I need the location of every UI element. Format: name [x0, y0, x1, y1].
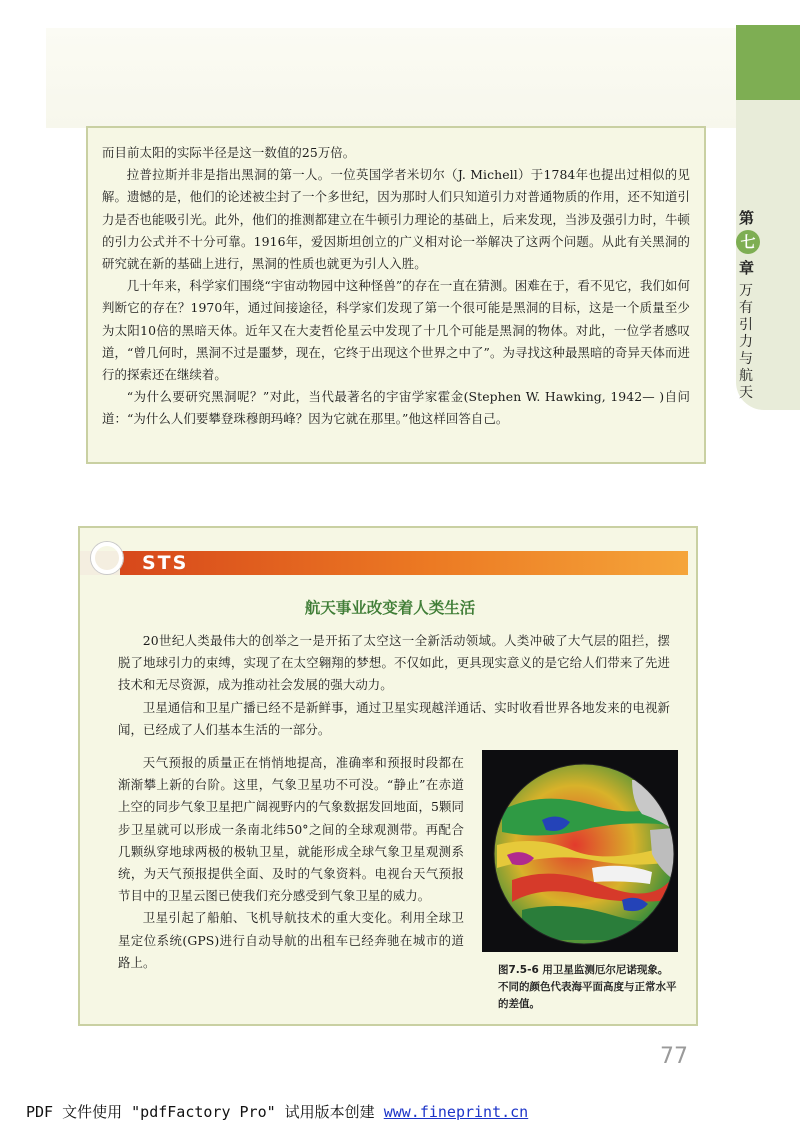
- sts-section-title: 航天事业改变着人类生活: [304, 599, 476, 617]
- figure-caption: 图7.5-6 用卫星监测厄尔尼诺现象。不同的颜色代表海平面高度与正常水平的差值。: [498, 964, 677, 1010]
- box1-paragraph-2: 拉普拉斯并非是指出黑洞的第一人。一位英国学者米切尔（J. Michell）于1784年也提出过相似的见解。遗憾的是，他们的论述被尘封了一个多世纪，因为那时人们只知道引力对普通物质的作用，还不知道引力是否也能吸引光。此外，他们的推测都建立在牛顿引力理论的基础上，后来发现，当涉及强引力时，牛顿的引力公式并不十分可靠。1916年，爱因斯坦创立的广义相对论一举解决了这两个问题。从此有关黑洞的研究就在新的基础上进行，黑洞的性质也就更为引人入胜。: [102, 167, 690, 272]
- el-nino-satellite-image: [482, 750, 678, 952]
- box1-paragraph-4: “为什么要研究黑洞呢？”对此，当代最著名的宇宙学家霍金(Stephen W. Hawking, 1942— )自问道：“为什么人们要攀登珠穆朗玛峰？因为它就在那里。”他这样回答自己。: [102, 389, 690, 427]
- sts-box: [78, 526, 698, 1026]
- sts-paragraph-2: 卫星通信和卫星广播已经不是新鲜事，通过卫星实现越洋通话、实时收看世界各地发来的电视新闻，已经成了人们基本生活的一部分。: [118, 699, 670, 737]
- sts-header-bar: [120, 551, 688, 575]
- pdf-footer: [26, 1101, 528, 1122]
- footer-text: PDF 文件使用 "pdfFactory Pro" 试用版本创建: [26, 1103, 384, 1121]
- chapter-label-top: 第: [739, 209, 755, 227]
- sts-paragraph-3: 天气预报的质量正在悄悄地提高，准确率和预报时段都在渐渐攀上新的台阶。这里，气象卫星功不可没。“静止”在赤道上空的同步气象卫星把广阔视野内的气象数据发回地面，5颗同步卫星就可以形成一条南北纬50°之间的全球观测带。再配合几颗纵穿地球两极的极轨卫星，就能形成全球气象卫星观测系统，为天气预报提供全面、及时的气象资料。电视台天气预报节目中的卫星云图已使我们充分感受到气象卫星的威力。: [118, 755, 464, 904]
- sts-narrow-text: [118, 752, 464, 974]
- box1-paragraph-3: 几十年来，科学家们围绕“宇宙动物园中这种怪兽”的存在一直在猜测。困难在于，看不见它，我们如何判断它的存在？1970年，通过间接途径，科学家们发现了第一个很可能是黑洞的目标，这是一个质量至少为太阳10倍的黑暗天体。近年又在大麦哲伦星云中发现了十几个可能是黑洞的物体。对此，一位学者感叹道，“曾几何时，黑洞不过是噩梦，现在，它终于出现这个世界之中了”。为寻找这种最黑暗的奇异天体而进行的探索还在继续着。: [102, 278, 690, 383]
- globe-illustration: [482, 750, 678, 952]
- sts-paragraph-1: 20世纪人类最伟大的创举之一是开拓了太空这一全新活动领域。人类冲破了大气层的阻拦，摆脱了地球引力的束缚，实现了在太空翱翔的梦想。不仅如此，更具现实意义的是它给人们带来了先进技术和无尽资源，成为推动社会发展的强大动力。: [118, 633, 670, 693]
- chapter-title: 万有引力与航天: [739, 283, 753, 401]
- chapter-label-bottom: 章: [739, 259, 755, 277]
- sts-paragraph-4: 卫星引起了船舶、飞机导航技术的重大变化。利用全球卫星定位系统(GPS)进行自动导航的出租车已经奔驰在城市的道路上。: [118, 910, 464, 970]
- chapter-tab-band: [736, 25, 800, 100]
- sts-full-width-text: [118, 630, 670, 741]
- box1-paragraph-1: 而目前太阳的实际半径是这一数值的25万倍。: [102, 145, 356, 160]
- footer-link[interactable]: www.fineprint.cn: [383, 1103, 529, 1121]
- chapter-number-badge: 七: [736, 230, 760, 254]
- chapter-side-tab: [736, 25, 800, 410]
- sts-label: STS: [142, 552, 189, 574]
- page-number: 77: [660, 1044, 688, 1069]
- page-scan-top: [46, 28, 736, 128]
- black-hole-text-box: [86, 126, 706, 464]
- sts-ring-icon: [91, 542, 123, 574]
